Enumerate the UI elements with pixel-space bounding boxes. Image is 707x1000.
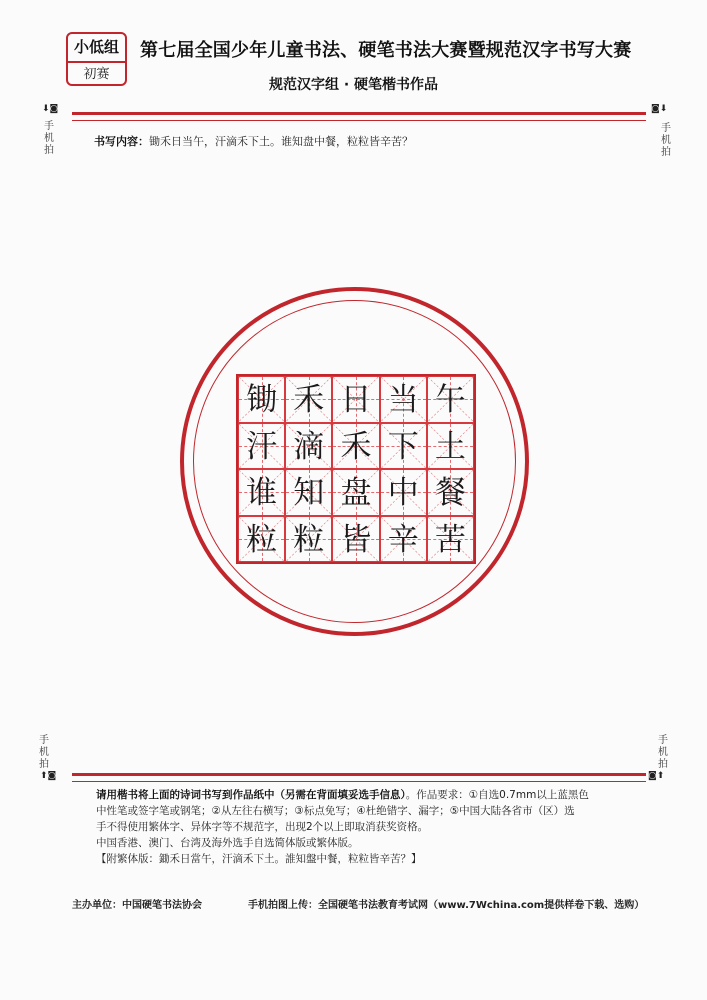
grid-character: 土 xyxy=(434,428,466,465)
grid-character: 皆 xyxy=(340,521,372,558)
grid-character: 餐 xyxy=(434,475,466,511)
grid-cell xyxy=(238,376,285,423)
upload-info: 手机拍图上传：全国硬笔书法教育考试网（www.7Wchina.com提供样卷下载、选购） xyxy=(248,900,645,911)
side-label-bottom-left: 手 机 拍 xyxy=(39,735,49,770)
grid-cell xyxy=(427,516,474,563)
grid-cell xyxy=(238,423,285,470)
side-label-bottom-right: 手 机 拍 xyxy=(658,735,668,770)
grid-character: 禾 xyxy=(340,428,372,465)
calligraphy-grid xyxy=(236,374,476,564)
camera-upload-icon: ◙⬆ xyxy=(648,771,665,781)
content-text: 锄禾日当午，汗滴禾下土。谁知盘中餐，粒粒皆辛苦？ xyxy=(149,135,413,148)
bottom-divider xyxy=(72,773,646,782)
grid-cell xyxy=(285,376,332,423)
grid-cell xyxy=(427,423,474,470)
grid-character: 滴 xyxy=(293,428,325,465)
side-label-top-left: 手 机 拍 xyxy=(44,121,54,156)
grid-character: 粒 xyxy=(293,521,325,558)
badge-group: 小低组 xyxy=(68,34,125,63)
requirements-line2: 中性笔或签字笔或钢笔；②从左往右横写；③标点免写；④杜绝错字、漏字；⑤中国大陆各省市（区）选 xyxy=(96,805,575,817)
grid-character: 苦 xyxy=(434,521,466,558)
requirements-text xyxy=(96,787,641,867)
grid-cell xyxy=(332,516,379,563)
top-divider xyxy=(72,112,646,121)
grid-character: 盘 xyxy=(340,475,372,511)
grid-character: 午 xyxy=(434,382,466,418)
grid-character: 谁 xyxy=(246,475,278,511)
grid-character: 下 xyxy=(387,428,419,465)
content-label: 书写内容： xyxy=(94,135,149,148)
grid-cell xyxy=(332,469,379,516)
grid-cell xyxy=(427,376,474,423)
grid-cell xyxy=(380,516,427,563)
grid-character: 知 xyxy=(293,475,325,511)
requirements-line1: 。作品要求：①自选0.7mm以上蓝黑色 xyxy=(405,789,589,801)
grid-character: 辛 xyxy=(387,521,419,558)
badge-stage: 初赛 xyxy=(83,67,110,82)
grid-character: 中 xyxy=(387,475,419,511)
grid-character: 锄 xyxy=(246,382,278,418)
grid-cell xyxy=(332,376,379,423)
camera-download-icon: ◙⬇ xyxy=(651,104,668,114)
grid-cell xyxy=(380,469,427,516)
page-subtitle: 规范汉字组 · 硬笔楷书作品 xyxy=(268,77,439,93)
grid-cell xyxy=(238,516,285,563)
upload-camera-icon: ⬆◙ xyxy=(40,771,57,781)
requirements-lead: 请用楷书将上面的诗词书写到作品纸中（另需在背面填妥选手信息） xyxy=(96,789,406,801)
grid-character: 当 xyxy=(387,382,419,418)
grid-cell xyxy=(332,423,379,470)
grid-cell xyxy=(380,376,427,423)
grid-character: 汗 xyxy=(246,428,278,465)
grid-cell xyxy=(427,469,474,516)
grid-cell xyxy=(380,423,427,470)
grid-cell xyxy=(285,469,332,516)
requirements-line5: 【附繁体版：鋤禾日當午，汗滴禾下土。誰知盤中餐，粒粒皆辛苦？】 xyxy=(96,853,422,865)
grid-character: 粒 xyxy=(246,521,278,558)
page-title: 第七届全国少年儿童书法、硬笔书法大赛暨规范汉字书写大赛 xyxy=(140,40,632,61)
grid-character: 日 xyxy=(340,382,372,418)
grid-character: 禾 xyxy=(293,382,325,418)
side-label-top-right: 手 机 拍 xyxy=(661,123,671,158)
grid-cell xyxy=(285,516,332,563)
writing-content xyxy=(94,133,413,149)
requirements-line3: 手不得使用繁体字、异体字等不规范字，出现2个以上即取消获奖资格。 xyxy=(96,821,429,833)
download-camera-icon: ⬇◙ xyxy=(42,104,59,114)
grid-cell xyxy=(285,423,332,470)
requirements-line4: 中国香港、澳门、台湾及海外选手自选简体版或繁体版。 xyxy=(96,837,359,849)
grid-cell xyxy=(238,469,285,516)
organizer: 主办单位：中国硬笔书法协会 xyxy=(72,900,202,911)
